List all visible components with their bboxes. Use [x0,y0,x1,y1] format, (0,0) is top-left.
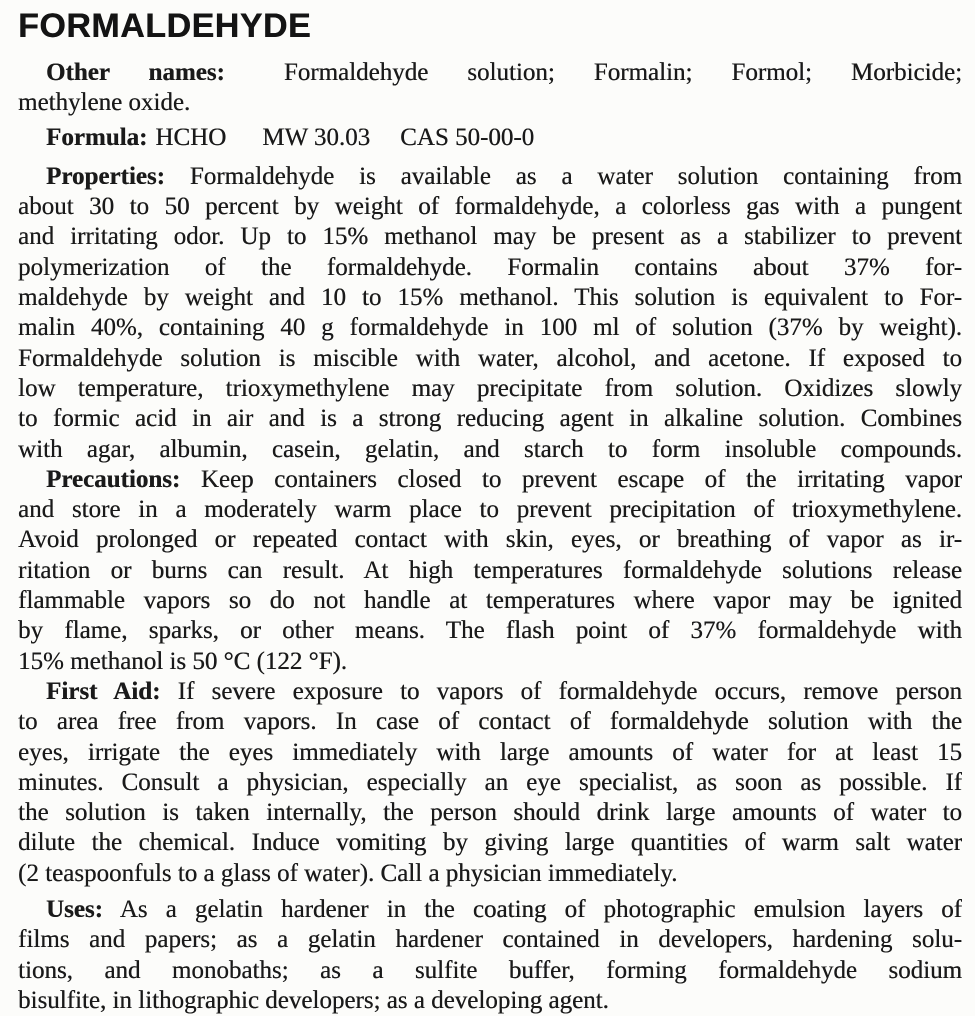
section-label-properties: Properties: [46,162,165,190]
molecular-weight-value: MW 30.03 [262,123,371,151]
text-line: and store in a moderately warm place to prevent precipitation of trioxymethylene. [18,496,962,524]
text-line: to area free from vapors. In case of contact of formaldehyde solution with the [18,708,962,736]
text-line [18,465,962,495]
section-label-formula: Formula: [46,123,148,151]
paragraph-precautions [18,465,962,677]
text-line: (2 teaspoonfuls to a glass of water). Call a physician immediately. [18,859,678,887]
text-line: malin 40%, containing 40 g formaldehyde in 100 ml of solution (37% by weight). [18,314,962,342]
paragraph-formula [18,123,962,153]
text-line: films and papers; as a gelatin hardener contained in developers, hardening solu- [18,926,962,954]
text-line [18,58,962,88]
text-line [18,123,962,153]
text-line: with agar, albumin, casein, gelatin, and starch to form insoluble compounds. [18,435,962,463]
text-line: methylene oxide. [18,89,191,117]
text-segment: Formaldehyde is available as a water solution containing from [189,162,962,190]
text-line: polymerization of the formaldehyde. Formalin contains about 37% for- [18,253,962,281]
text-line: flammable vapors so do not handle at temperatures where vapor may be ignited [18,587,962,615]
cas-number-value: CAS 50-00-0 [400,123,535,151]
text-segment: Formaldehyde solution; Formalin; Formol; Morbicide; [283,59,962,86]
text-line [18,162,962,192]
section-label-first-aid: First Aid: [46,677,161,705]
paragraph-properties [18,162,962,465]
text-line: tions, and monobaths; as a sulfite buffer, forming formaldehyde sodium [18,956,962,984]
paragraph-first-aid [18,677,962,889]
text-segment: If severe exposure to vapors of formaldehyde occurs, remove person [177,677,962,705]
text-line: to formic acid in air and is a strong reducing agent in alkaline solution. Combines [18,405,962,433]
text-line: Formaldehyde solution is miscible with water, alcohol, and acetone. If exposed to [18,344,962,372]
text-line: and irritating odor. Up to 15% methanol may be present as a stabilizer to prevent [18,223,962,251]
text-line: the solution is taken internally, the person should drink large amounts of water to [18,799,962,827]
text-line: ritation or burns can result. At high temperatures formaldehyde solutions release [18,556,962,584]
text-segment: Keep containers closed to prevent escape of the irritating vapor [200,465,962,493]
text-line [18,677,962,707]
text-line: minutes. Consult a physician, especially an eye specialist, as soon as possible. If [18,768,962,796]
text-line [18,895,962,925]
text-line: about 30 to 50 percent by weight of formaldehyde, a colorless gas with a pungent [18,193,962,221]
paragraph-other-names [18,58,962,119]
section-label-precautions: Precautions: [46,465,181,493]
text-line: Avoid prolonged or repeated contact with skin, eyes, or breathing of vapor as ir- [18,526,962,554]
text-line: eyes, irrigate the eyes immediately with large amounts of water for at least 15 [18,738,962,766]
text-line: maldehyde by weight and 10 to 15% methanol. This solution is equivalent to For- [18,284,962,312]
text-line: 15% methanol is 50 °C (122 °F). [18,647,348,675]
text-line: by flame, sparks, or other means. The flash point of 37% formaldehyde with [18,617,962,645]
section-label-uses: Uses: [46,896,103,924]
text-line: dilute the chemical. Induce vomiting by giving large quantities of warm salt water [18,829,962,857]
text-line: bisulfite, in lithographic developers; as a developing agent. [18,986,609,1014]
page-title: FORMALDEHYDE [18,7,312,45]
text-segment: As a gelatin hardener in the coating of photographic emulsion layers of [119,896,962,924]
paragraph-uses [18,895,962,1016]
text-line: low temperature, trioxymethylene may precipitate from solution. Oxidizes slowly [18,374,962,402]
section-label-other-names: Other names: [46,59,225,86]
formula-value: HCHO [155,123,227,151]
